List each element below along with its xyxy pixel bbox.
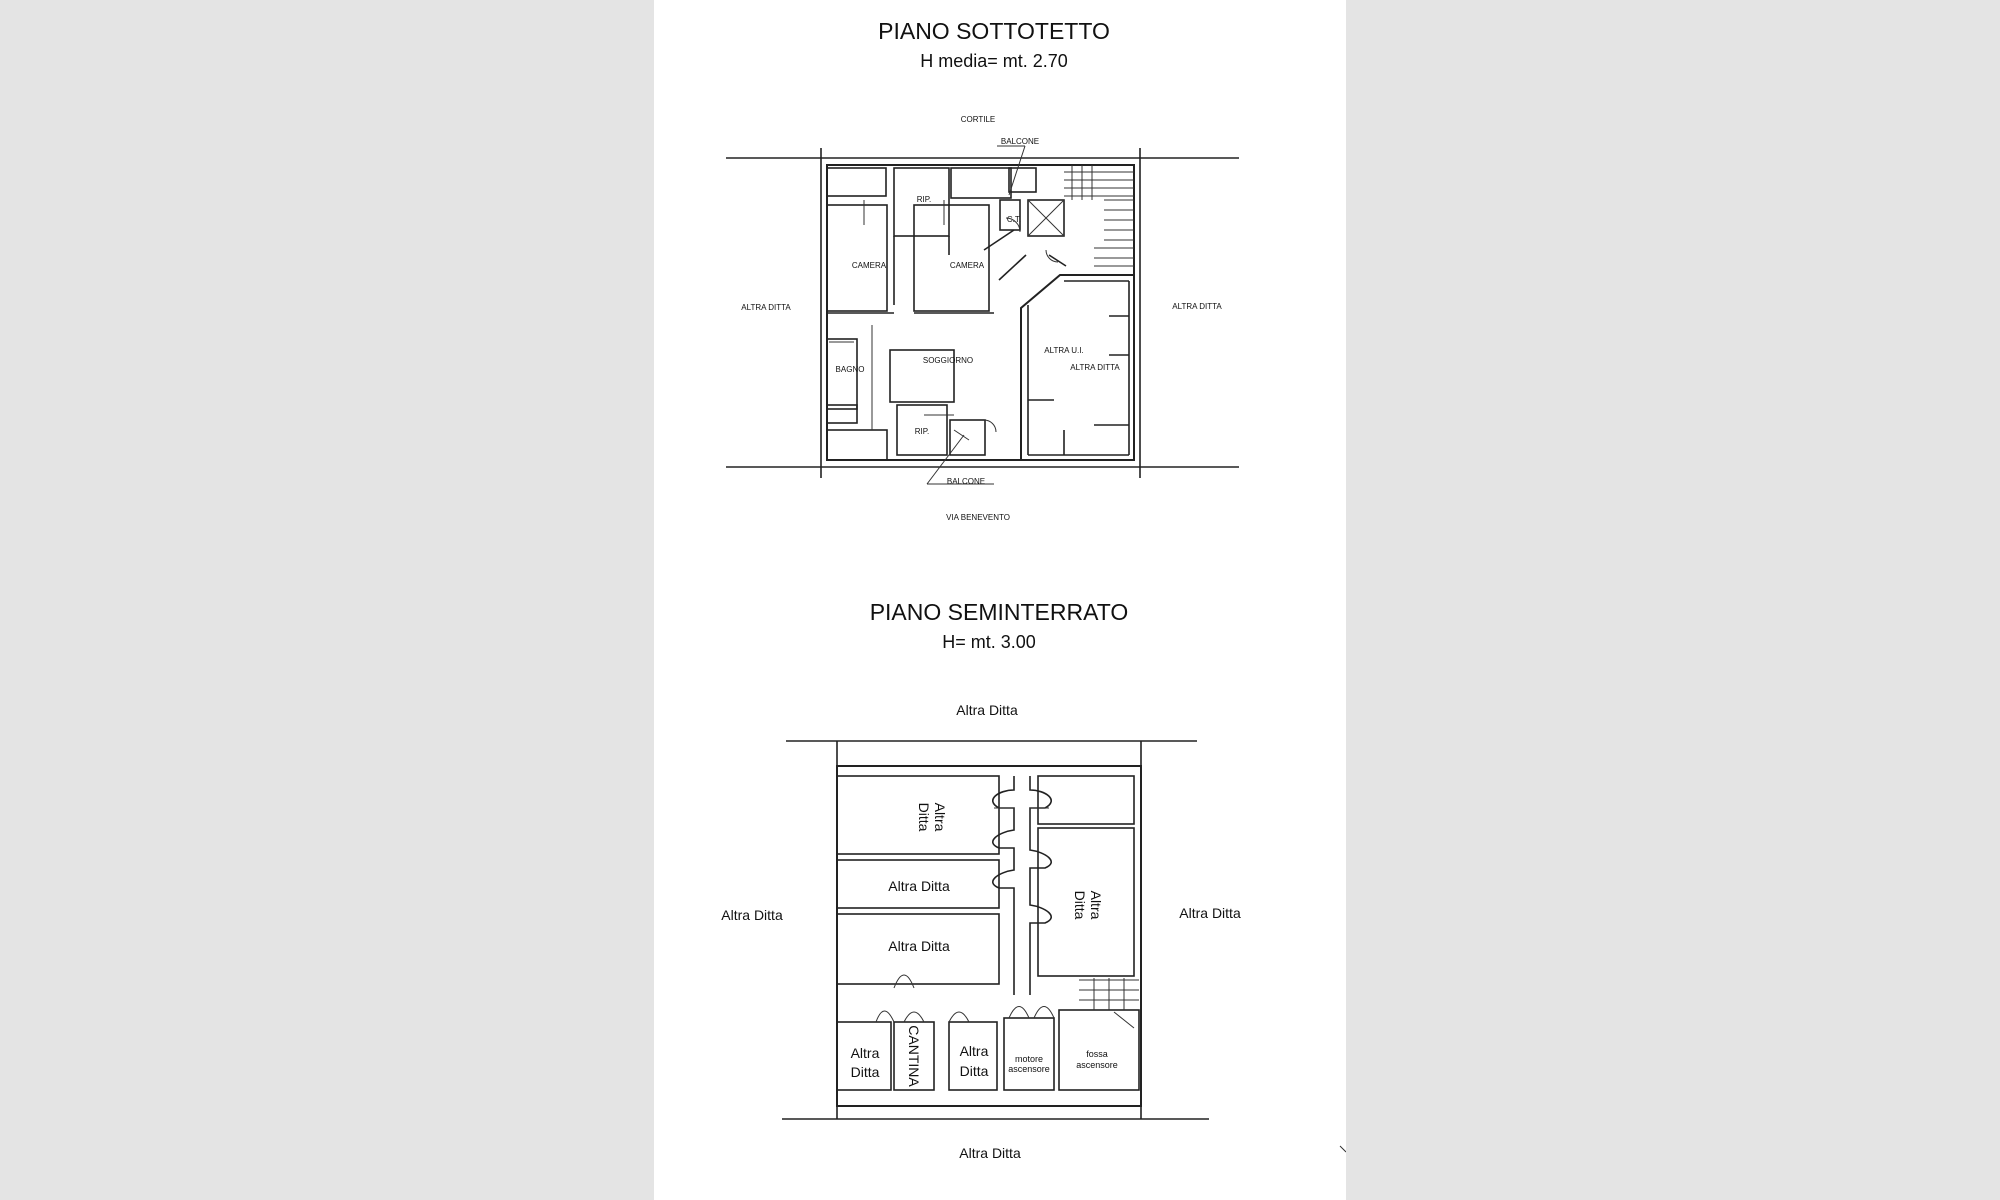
label-altra-ditta-left: ALTRA DITTA (741, 303, 791, 312)
label-bagno: BAGNO (835, 365, 865, 374)
room-bagno (827, 339, 857, 409)
corridor-wall (1030, 776, 1051, 995)
label-room: Altra Ditta (888, 938, 950, 954)
door-arch (1034, 1007, 1054, 1019)
corridor-wall (993, 776, 1014, 995)
door-arch (949, 1012, 969, 1022)
staircase (1064, 165, 1134, 266)
plan-height-note: H media= mt. 2.70 (920, 51, 1068, 71)
label-soggiorno: SOGGIORNO (922, 356, 974, 365)
label-cantina (906, 1025, 922, 1087)
room-camera-left (827, 205, 887, 311)
door-arch (904, 1012, 924, 1022)
label-cellar: Ditta (850, 1064, 880, 1080)
door-arch (1009, 1007, 1029, 1019)
label-rip: RIP. (914, 427, 930, 436)
svg-text:CANTINA: CANTINA (906, 1025, 922, 1087)
label-altra-ditta-right: Altra Ditta (1179, 905, 1241, 921)
svg-text:Altra: Altra (1088, 890, 1104, 920)
label-motore: ascensore (1008, 1064, 1050, 1074)
plan-title: PIANO SEMINTERRATO (869, 599, 1129, 625)
label-cellar: Altra (850, 1045, 880, 1061)
label-balcone: BALCONE (1000, 137, 1040, 146)
door-arch (894, 975, 914, 988)
svg-text:Altra: Altra (932, 802, 948, 832)
door-arch (876, 1011, 894, 1022)
label-room: Altra Ditta (888, 878, 950, 894)
scan-mark (1340, 1146, 1346, 1152)
label-cortile: CORTILE (960, 115, 996, 124)
label-fossa: fossa (1086, 1049, 1108, 1059)
label-balcone: BALCONE (946, 477, 986, 486)
label-altra-ditta-top: Altra Ditta (956, 702, 1018, 718)
plan-height-note: H= mt. 3.00 (942, 632, 1036, 652)
plan-title: PIANO SOTTOTETTO (878, 18, 1110, 44)
document-sheet (654, 0, 1346, 1200)
label-altra-ui: ALTRA U.I. (1044, 346, 1084, 355)
label-fossa: ascensore (1076, 1060, 1118, 1070)
room-outline (951, 168, 1011, 198)
plan-sottotetto (726, 18, 1239, 522)
staircase (1079, 978, 1139, 1028)
label-altra-ditta-left: Altra Ditta (721, 907, 783, 923)
svg-text:Ditta: Ditta (916, 802, 932, 832)
label-camera: CAMERA (851, 261, 887, 270)
floor-plans-drawing (654, 0, 1346, 1200)
label-camera: CAMERA (949, 261, 985, 270)
room-outline (827, 168, 886, 196)
label-cellar: Altra (959, 1043, 989, 1059)
label-via: VIA BENEVENTO (946, 513, 1010, 522)
label-altra-ditta-inner: ALTRA DITTA (1070, 363, 1120, 372)
room-camera-right (914, 205, 989, 311)
label-rip: RIP. (916, 195, 932, 204)
label-room-rotated (1072, 891, 1104, 920)
label-ct: C.T. (1006, 215, 1022, 224)
label-motore: motore (1014, 1054, 1044, 1064)
plan-seminterrato (721, 599, 1241, 1161)
label-room-rotated (916, 803, 948, 832)
label-altra-ditta-right: ALTRA DITTA (1172, 302, 1222, 311)
label-altra-ditta-bottom: Altra Ditta (959, 1145, 1021, 1161)
label-cellar: Ditta (959, 1063, 989, 1079)
balcone-bottom-outline (950, 420, 985, 455)
svg-text:Ditta: Ditta (1072, 890, 1088, 920)
balcone-top-outline (1009, 168, 1036, 192)
